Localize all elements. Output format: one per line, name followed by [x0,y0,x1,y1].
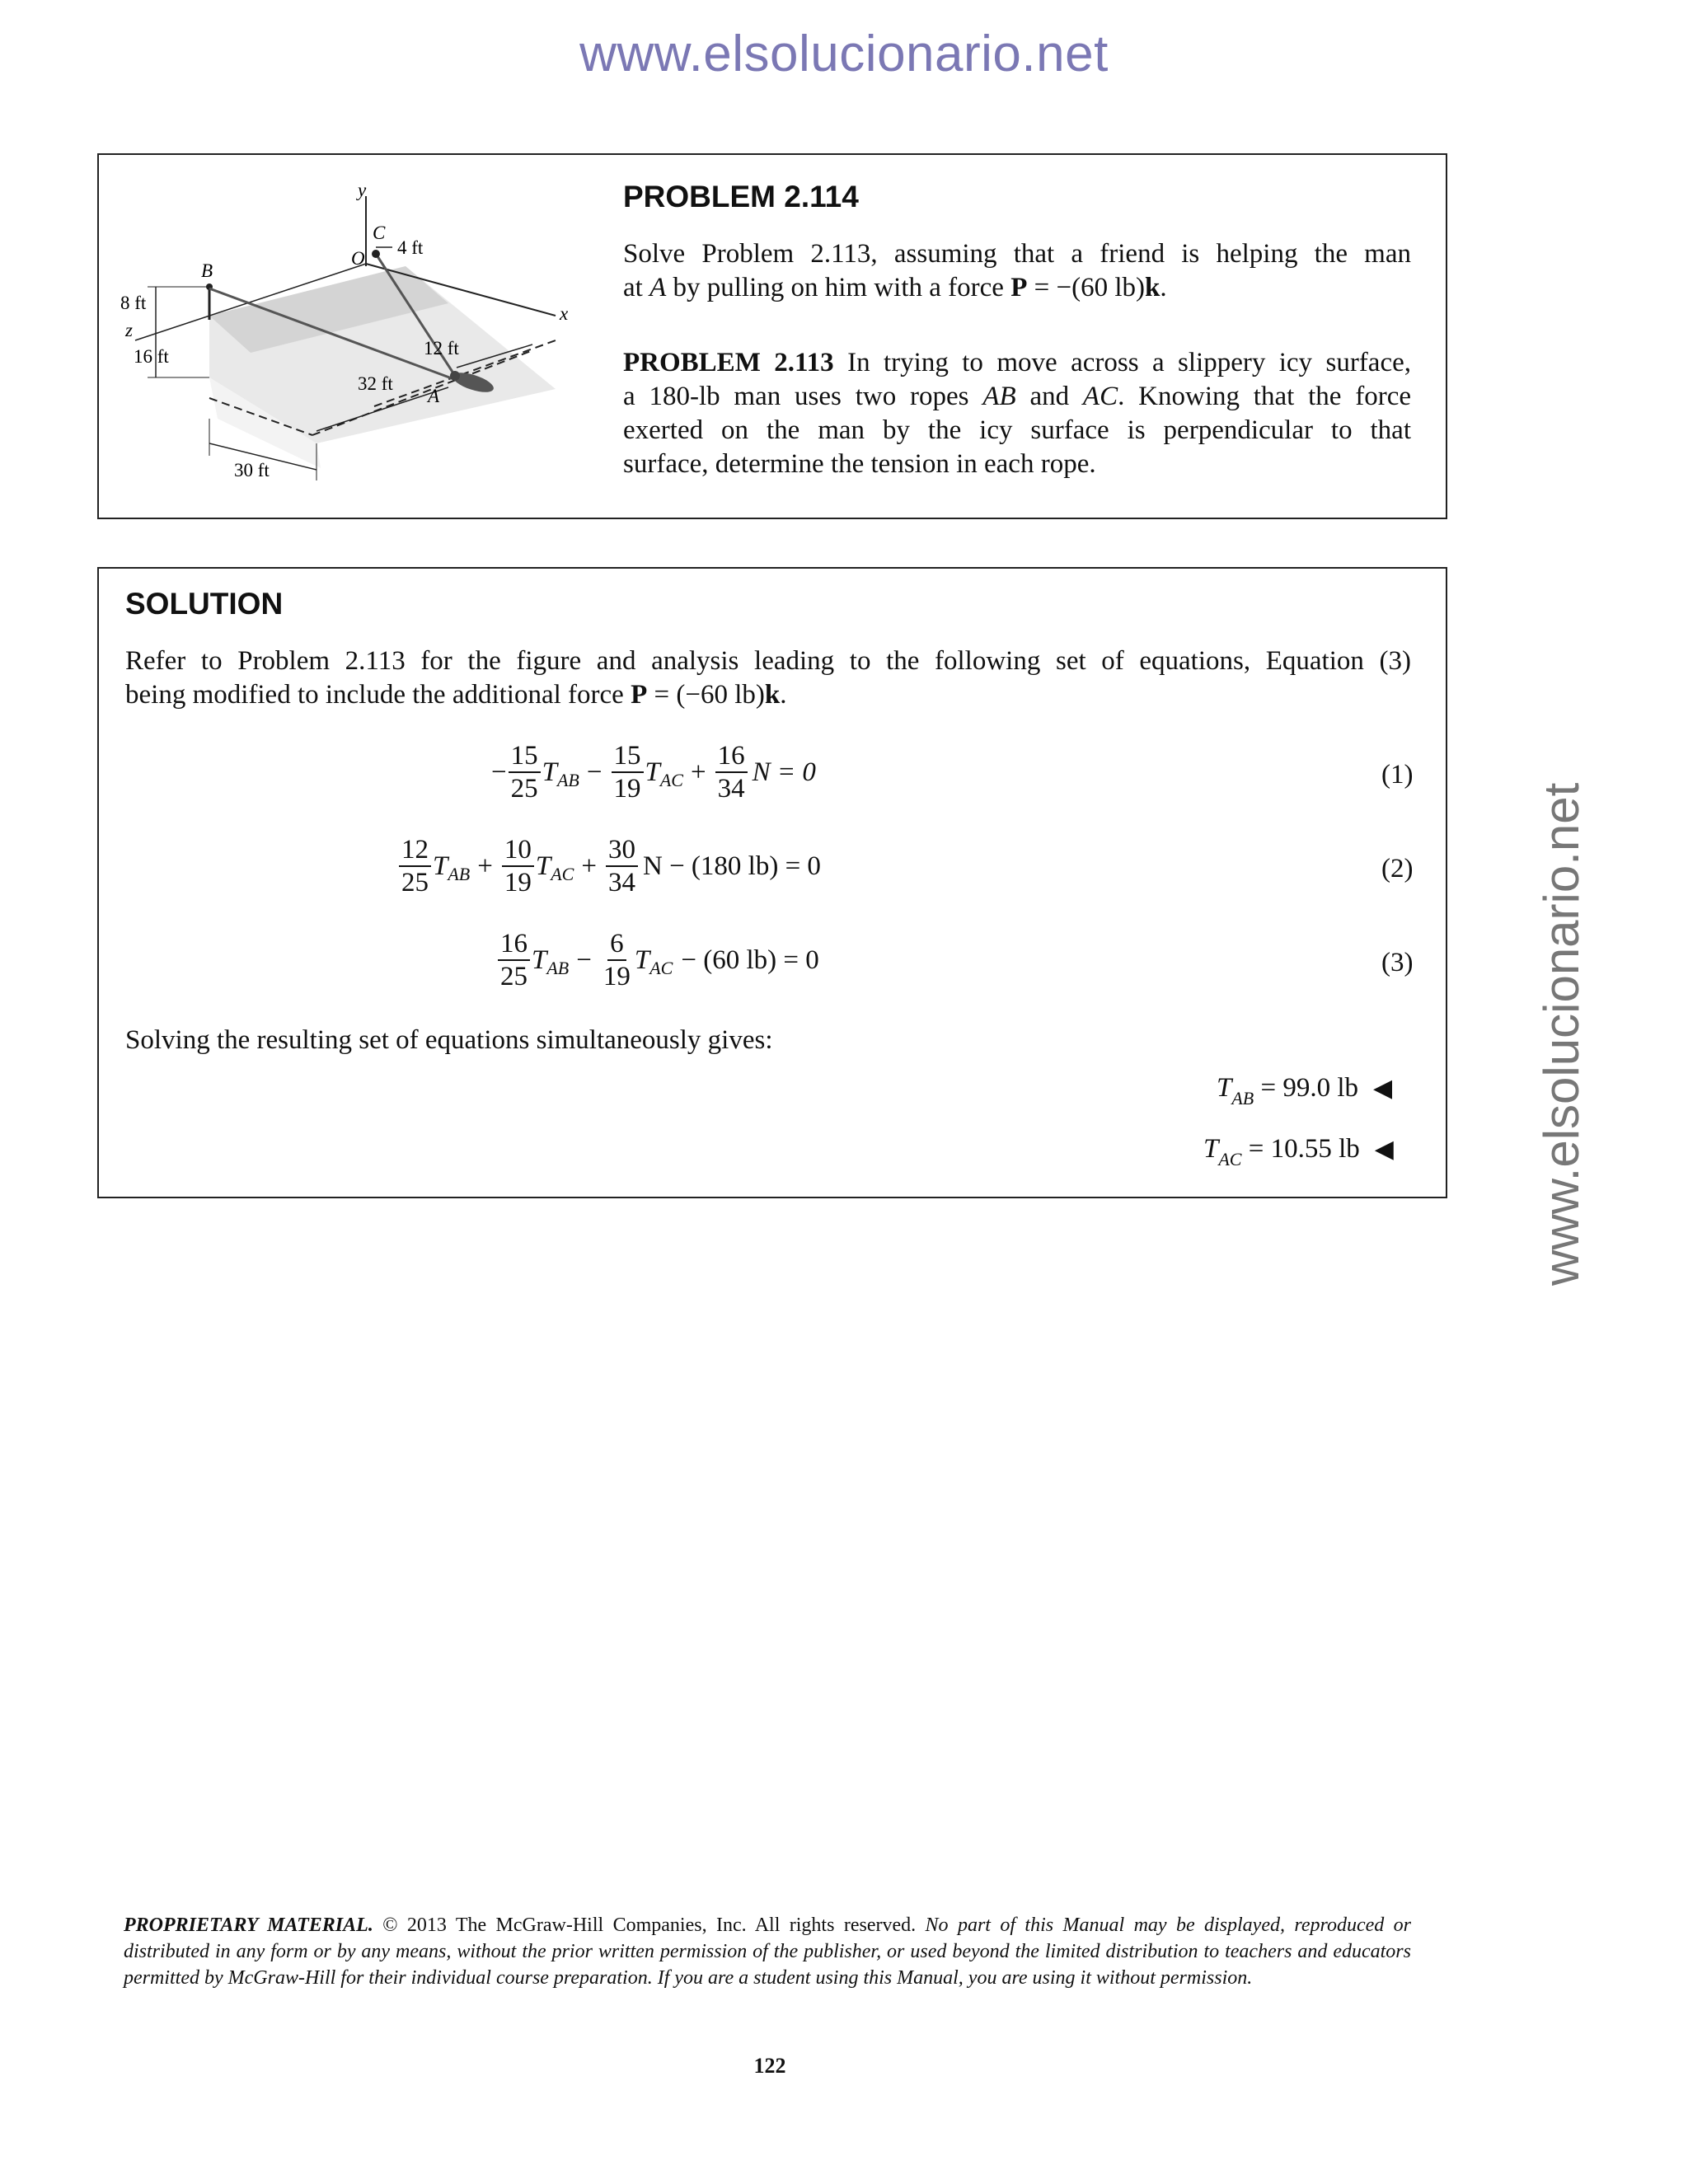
solution-intro [125,644,1411,712]
equation-2-number: (2) [1381,854,1414,883]
numerator: 16 [498,928,530,961]
ref-line-4: surface, determine the tension in each rope. [623,449,1096,479]
eq-rest: N = 0 [752,757,816,787]
sub-ac: AC [1218,1149,1242,1169]
problem-figure [110,171,638,501]
operator: + [477,851,493,881]
fig-label-c: C [373,223,386,243]
denominator: 19 [613,774,641,804]
watermark-top[interactable]: www.elsolucionario.net [579,26,1109,82]
fig-label-4ft: 4 ft [397,237,424,258]
ref-text: In trying to move across a slippery icy surface, [833,348,1411,377]
denominator: 19 [504,868,532,898]
watermark-side[interactable]: www.elsolucionario.net [1534,782,1589,1286]
man-head [450,371,460,381]
fig-label-b: B [201,260,213,281]
fraction [612,740,644,804]
punct: . [780,680,787,710]
solution-title: SOLUTION [125,587,284,621]
equation-2 [397,834,821,898]
equation-1-number: (1) [1381,760,1414,790]
equation-1 [491,740,816,804]
footer-notice [124,1912,1411,1991]
problem-statement [623,237,1411,305]
problem-title: PROBLEM 2.114 [623,180,859,213]
sub-ac: AC [649,958,673,978]
fig-label-32ft: 32 ft [358,373,393,394]
denominator: 19 [603,962,631,991]
fraction [509,740,541,804]
problem-text-seg: at [623,273,650,302]
force-p-symbol: P [631,680,648,710]
fig-label-30ft: 30 ft [234,460,270,480]
sub-ac: AC [551,864,574,884]
fig-label-8ft: 8 ft [120,293,147,313]
solving-text: Solving the resulting set of equations simultaneously gives: [125,1025,773,1055]
answer-tab [1217,1073,1393,1108]
ref-text: . Knowing that the force [1118,382,1411,411]
fig-label-z: z [125,320,133,340]
fraction [715,740,748,804]
fraction [502,834,534,898]
ref-text: and [1015,382,1083,411]
solution-box [97,567,1447,1198]
var-t: T [1203,1134,1219,1164]
numerator: 15 [612,740,644,773]
unit-k-symbol: k [764,680,781,710]
sub-ac: AC [659,770,683,790]
ref-line-1 [623,346,1411,380]
reference-problem [623,346,1411,481]
var-t: T [645,757,660,787]
numerator: 15 [509,740,541,773]
ref-line-2 [623,380,1411,414]
intro-line-1: Refer to Problem 2.113 for the figure and analysis leading to the following set of equations, Equation (3) [125,646,1411,676]
eq-rest: − (60 lb) = 0 [681,944,819,975]
fraction [601,928,633,992]
force-p-symbol: P [1010,273,1028,302]
var-t: T [535,851,551,881]
eq-sign: − [491,757,507,787]
numerator: 30 [606,834,638,867]
fraction [606,834,638,898]
fig-label-x: x [560,303,569,324]
var-t: T [433,851,448,881]
page-number: 122 [753,2054,786,2078]
fraction [498,928,530,992]
problem-box [97,153,1447,519]
unit-k-symbol: k [1144,273,1160,302]
equation-3-number: (3) [1381,948,1414,977]
ref-text: a 180-lb man uses two ropes [623,382,983,411]
problem-line-2 [623,271,1411,305]
answer-marker-icon: ◀ [1374,1136,1394,1163]
fig-label-a: A [428,386,440,406]
fig-label-12ft: 12 ft [424,338,459,359]
point-a-ref: A [649,273,667,302]
numerator: 16 [715,740,748,773]
answer-marker-icon: ◀ [1373,1075,1393,1102]
denominator: 25 [500,962,528,991]
answer-value: = 99.0 lb [1254,1073,1359,1103]
footer-normal: © 2013 The McGraw-Hill Companies, Inc. All rights reserved. [373,1915,926,1936]
operator: + [690,757,706,787]
answer-value: = 10.55 lb [1241,1134,1360,1164]
footer-bold: PROPRIETARY MATERIAL. [124,1915,373,1936]
denominator: 34 [607,868,635,898]
point-c [372,250,380,258]
var-t: T [532,944,547,975]
force-value: = −(60 lb) [1027,273,1145,302]
sub-ab: AB [448,864,471,884]
operator: + [581,851,597,881]
var-t: T [542,757,557,787]
fig-label-o: O [351,248,365,269]
operator: − [586,757,603,787]
punct: . [1160,273,1167,302]
denominator: 25 [510,774,538,804]
operator: − [576,944,592,975]
rope-ac-ref: AC [1082,382,1118,411]
sub-ab: AB [556,770,579,790]
ref-problem-title: PROBLEM 2.113 [623,348,834,377]
footer-italic: No part of this Manual may be displayed, reproduced or distributed in any form or by any means, without the prior written permission of the publisher, or used beyond the limited distribution to teachers and educators permitted by McGraw-Hill for their individual course preparation. If you are a student using this Manual, you are using it without permission. [124,1915,1411,1989]
fig-label-y: y [358,180,367,200]
numerator: 6 [607,928,626,961]
intro-text: being modified to include the additional force [125,680,631,710]
var-t: T [1217,1073,1232,1103]
var-t: T [634,944,650,975]
equation-3 [496,928,819,992]
intro-line-2 [125,678,1411,712]
answer-tac [1203,1134,1394,1169]
problem-line-1: Solve Problem 2.113, assuming that a friend is helping the man [623,239,1411,269]
problem-text-seg: by pulling on him with a force [666,273,1011,302]
force-value: = (−60 lb) [647,680,765,710]
numerator: 10 [502,834,534,867]
fig-label-16ft: 16 ft [134,346,169,367]
ref-line-3: exerted on the man by the icy surface is perpendicular to that [623,415,1411,445]
fraction [399,834,431,898]
denominator: 25 [401,868,429,898]
eq-rest: N − (180 lb) = 0 [642,851,821,881]
rope-ab-ref: AB [982,382,1016,411]
denominator: 34 [717,774,745,804]
sub-ab: AB [1231,1088,1254,1108]
numerator: 12 [399,834,431,867]
sub-ab: AB [546,958,570,978]
